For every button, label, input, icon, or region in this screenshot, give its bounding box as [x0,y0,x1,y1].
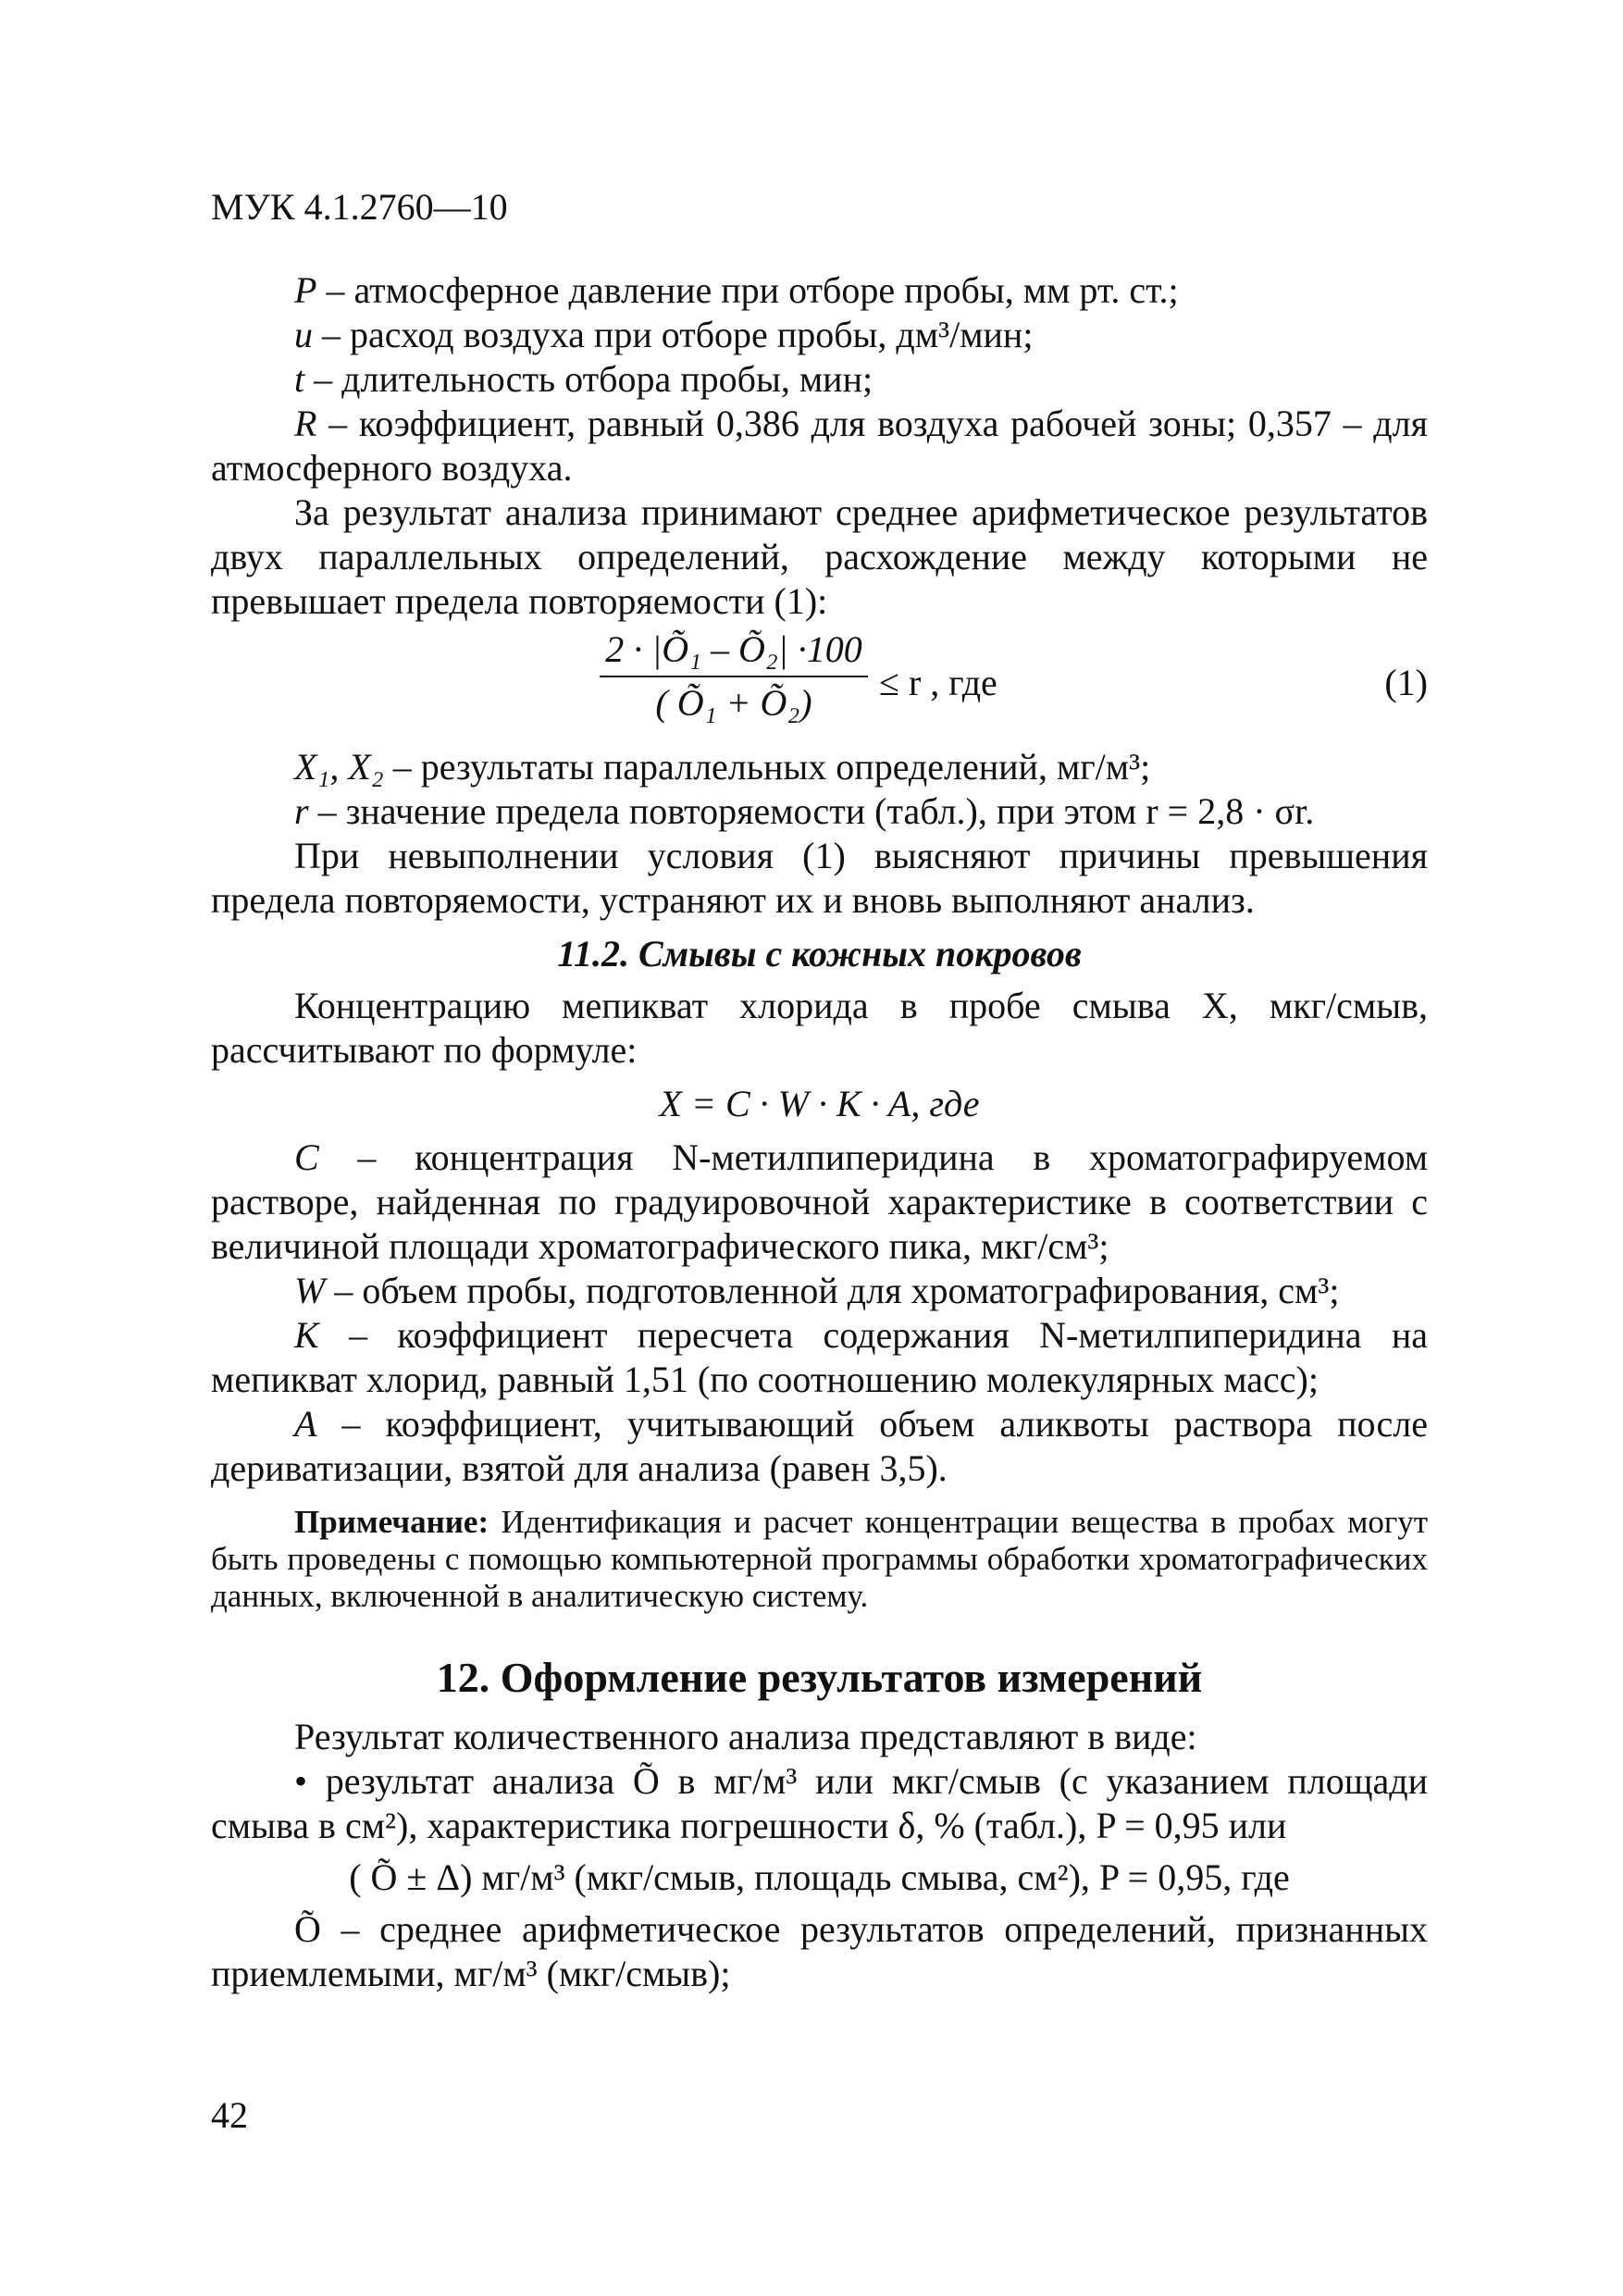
equation-number: (1) [1384,662,1428,703]
definition-c [211,1136,1428,1269]
symbol: r [294,790,309,832]
symbol: K [294,1314,319,1356]
definition-p [211,268,1428,313]
definition-mean: Õ – среднее арифметическое результатов определений, признанных приемлемыми, мг/м³ (мкг/смыв); [211,1908,1428,1994]
definition-text: – коэффициент, учитывающий объем аликвоты раствора после дериватизации, взятой для анализа (равен 3,5). [211,1403,1428,1489]
definition-u [211,313,1428,357]
definition-x1-x2 [211,745,1428,789]
page-body [211,268,1428,1996]
definition-a [211,1402,1428,1491]
symbol: C [294,1136,319,1178]
definition-r-limit [211,789,1428,834]
definition-r-coef [211,402,1428,490]
definition-text: – коэффициент пересчета содержания N-метилпиперидина на мепикват хлорид, равный 1,51 (по соотношению молекулярных масс); [211,1314,1428,1400]
fraction-denominator: ( Õ₁ + Õ₂) [655,682,812,724]
symbol: R [294,403,317,444]
section-title: 12. Оформление результатов измерений [436,1654,1203,1701]
symbol: W [294,1270,326,1311]
page-number: 42 [211,2094,248,2136]
running-header: МУК 4.1.2760—10 [211,186,508,228]
definition-t [211,357,1428,402]
fraction-numerator: 2 · |Õ₁ – Õ₂| ·100 [600,627,868,677]
definition-text: – расход воздуха при отборе пробы, дм³/мин; [313,314,1034,355]
formula-concentration: X = C · W · K · A, где [659,1083,980,1124]
formula-repeatability [211,627,1428,743]
subsection-title: 11.2. Смывы с кожных покровов [557,933,1082,974]
note-text: Идентификация и расчет концентрации вещества в пробах могут быть проведены с помощью компьютерной программы обработки хроматографических данных, включенной в аналитическую систему. [211,1504,1428,1614]
definition-text: – коэффициент, равный 0,386 для воздуха рабочей зоны; 0,357 – для атмосферного воздуха. [211,403,1428,489]
definition-w [211,1269,1428,1313]
paragraph-present: Результат количественного анализа представляют в виде: [294,1716,1197,1757]
formula-condition: ≤ r , где [879,662,997,703]
note [211,1504,1428,1615]
definition-text: – длительность отбора пробы, мин; [304,358,873,400]
definition-text: – значение предела повторяемости (табл.), при этом r = 2,8 · σr. [308,790,1315,832]
symbol: A [294,1403,317,1445]
paragraph-fail: При невыполнении условия (1) выясняют причины превышения предела повторяемости, устраняют их и вновь выполняют анализ. [211,835,1428,921]
bullet-result: • результат анализа Õ в мг/м³ или мкг/смыв (с указанием площади смыва в см²), характеристика погрешности δ, % (табл.), P = 0,95 или [211,1760,1428,1846]
symbol: P [294,269,317,311]
paragraph-result: За результат анализа принимают среднее арифметическое результатов двух параллельных определений, расхождение между которыми не превышает предела повторяемости (1): [211,491,1428,622]
definition-text: – атмосферное давление при отборе пробы, мм рт. ст.; [316,269,1179,311]
fraction [600,627,868,726]
formula-interval: ( Õ ± Δ) мг/м³ (мкг/смыв, площадь смыва, см²), P = 0,95, где [349,1856,1290,1898]
symbol: t [294,358,305,400]
symbol: u [294,314,313,355]
note-label: Примечание: [294,1504,489,1540]
paragraph-concentration: Концентрацию мепикват хлорида в пробе смыва X, мкг/смыв, рассчитывают по формуле: [211,985,1428,1071]
definition-text: – объем пробы, подготовленной для хроматографирования, см³; [325,1270,1340,1311]
symbol: X₁, X₂ [294,746,384,788]
definition-text: – результаты параллельных определений, мг/м³; [383,746,1151,788]
definition-k [211,1313,1428,1402]
definition-text: – концентрация N-метилпиперидина в хроматографируемом растворе, найденная по градуировочной характеристике в соответствии с величиной площади хроматографического пика, мкг/см³; [211,1136,1428,1267]
